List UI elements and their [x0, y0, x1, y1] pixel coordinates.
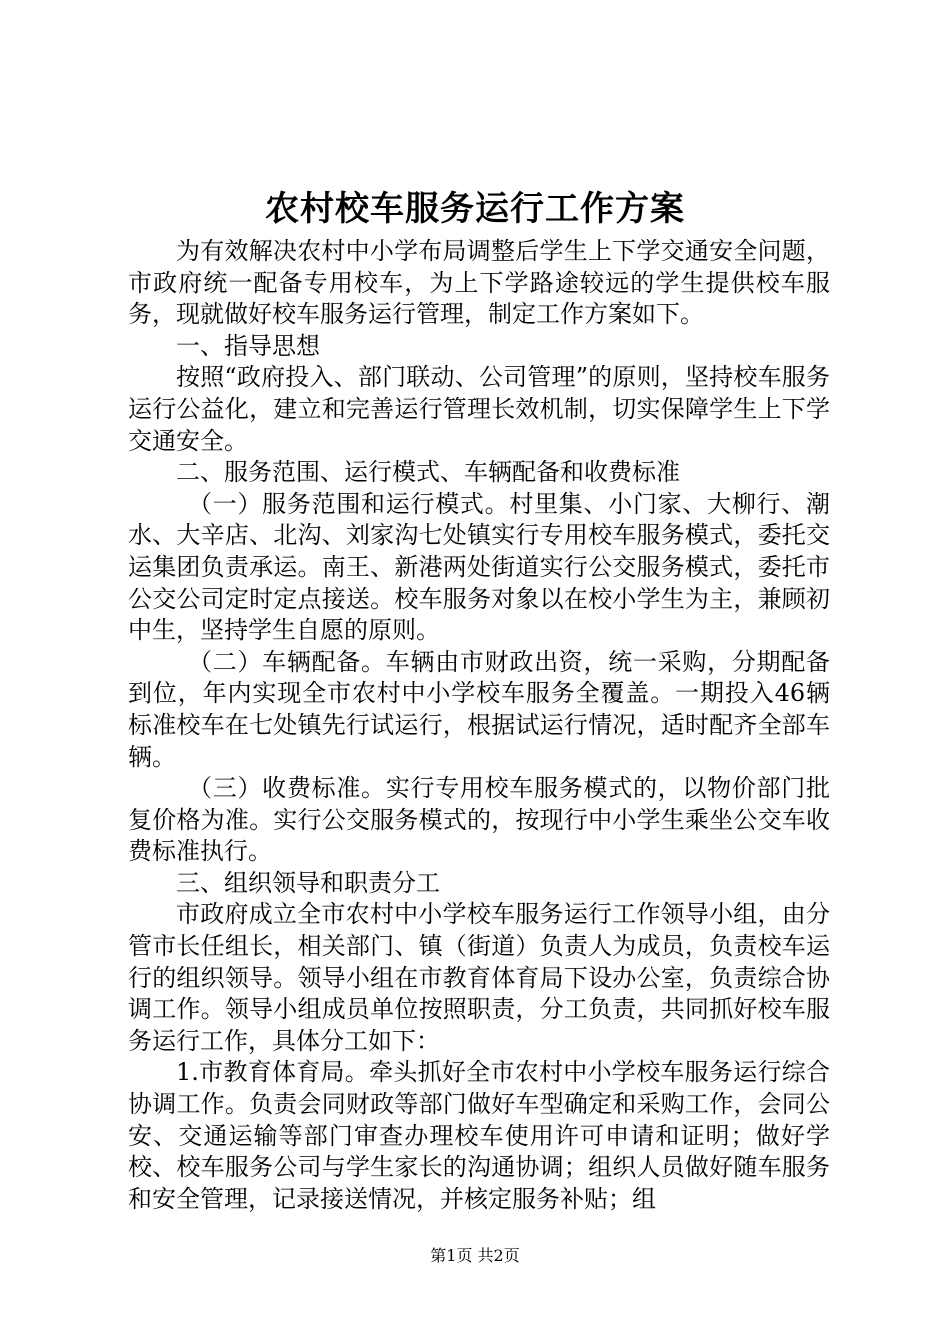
document-body [128, 236, 830, 1215]
paragraph-education-bureau: 1.市教育体育局。牵头抓好全市农村中小学校车服务运行综合协调工作。负责会同财政等部门做好车型确定和采购工作，会同公安、交通运输等部门审查办理校车使用许可申请和证明；做好学校、校车服务公司与学生家长的沟通协调；组织人员做好随车服务和安全管理，记录接送情况，并核定服务补贴；组 [128, 1058, 830, 1213]
section-heading-3: 三、组织领导和职责分工 [176, 868, 440, 897]
paragraph-vehicle-allocation: （二）车辆配备。车辆由市财政出资，统一采购，分期配备到位，年内实现全市农村中小学校车服务全覆盖。一期投入46辆标准校车在七处镇先行试运行，根据试运行情况，适时配齐全部车辆。 [128, 647, 830, 771]
paragraph-guiding-principles: 按照“政府投入、部门联动、公司管理”的原则，坚持校车服务运行公益化，建立和完善运行管理长效机制，切实保障学生上下学交通安全。 [128, 363, 830, 455]
paragraph-service-scope: （一）服务范围和运行模式。村里集、小门家、大柳行、潮水、大辛店、北沟、刘家沟七处镇实行专用校车服务模式，委托交运集团负责承运。南王、新港两处街道实行公交服务模式，委托市公交公司定时定点接送。校车服务对象以在校小学生为主，兼顾初中生，坚持学生自愿的原则。 [128, 489, 830, 645]
paragraph-fee-standard: （三）收费标准。实行专用校车服务模式的，以物价部门批复价格为准。实行公交服务模式的，按现行中小学生乘坐公交车收费标准执行。 [128, 774, 830, 866]
paragraph-intro: 为有效解决农村中小学布局调整后学生上下学交通安全问题，市政府统一配备专用校车，为上下学路途较远的学生提供校车服务，现就做好校车服务运行管理，制定工作方案如下。 [128, 237, 830, 329]
paragraph-organization: 市政府成立全市农村中小学校车服务运行工作领导小组，由分管市长任组长，相关部门、镇（街道）负责人为成员，负责校车运行的组织领导。领导小组在市教育体育局下设办公室，负责综合协调工作。领导小组成员单位按照职责，分工负责，共同抓好校车服务运行工作，具体分工如下： [128, 900, 830, 1055]
section-heading-2: 二、服务范围、运行模式、车辆配备和收费标准 [176, 458, 680, 487]
document-title: 农村校车服务运行工作方案 [265, 189, 685, 229]
page-number: 第1页 共2页 [430, 1246, 520, 1265]
section-heading-1: 一、指导思想 [176, 331, 320, 360]
